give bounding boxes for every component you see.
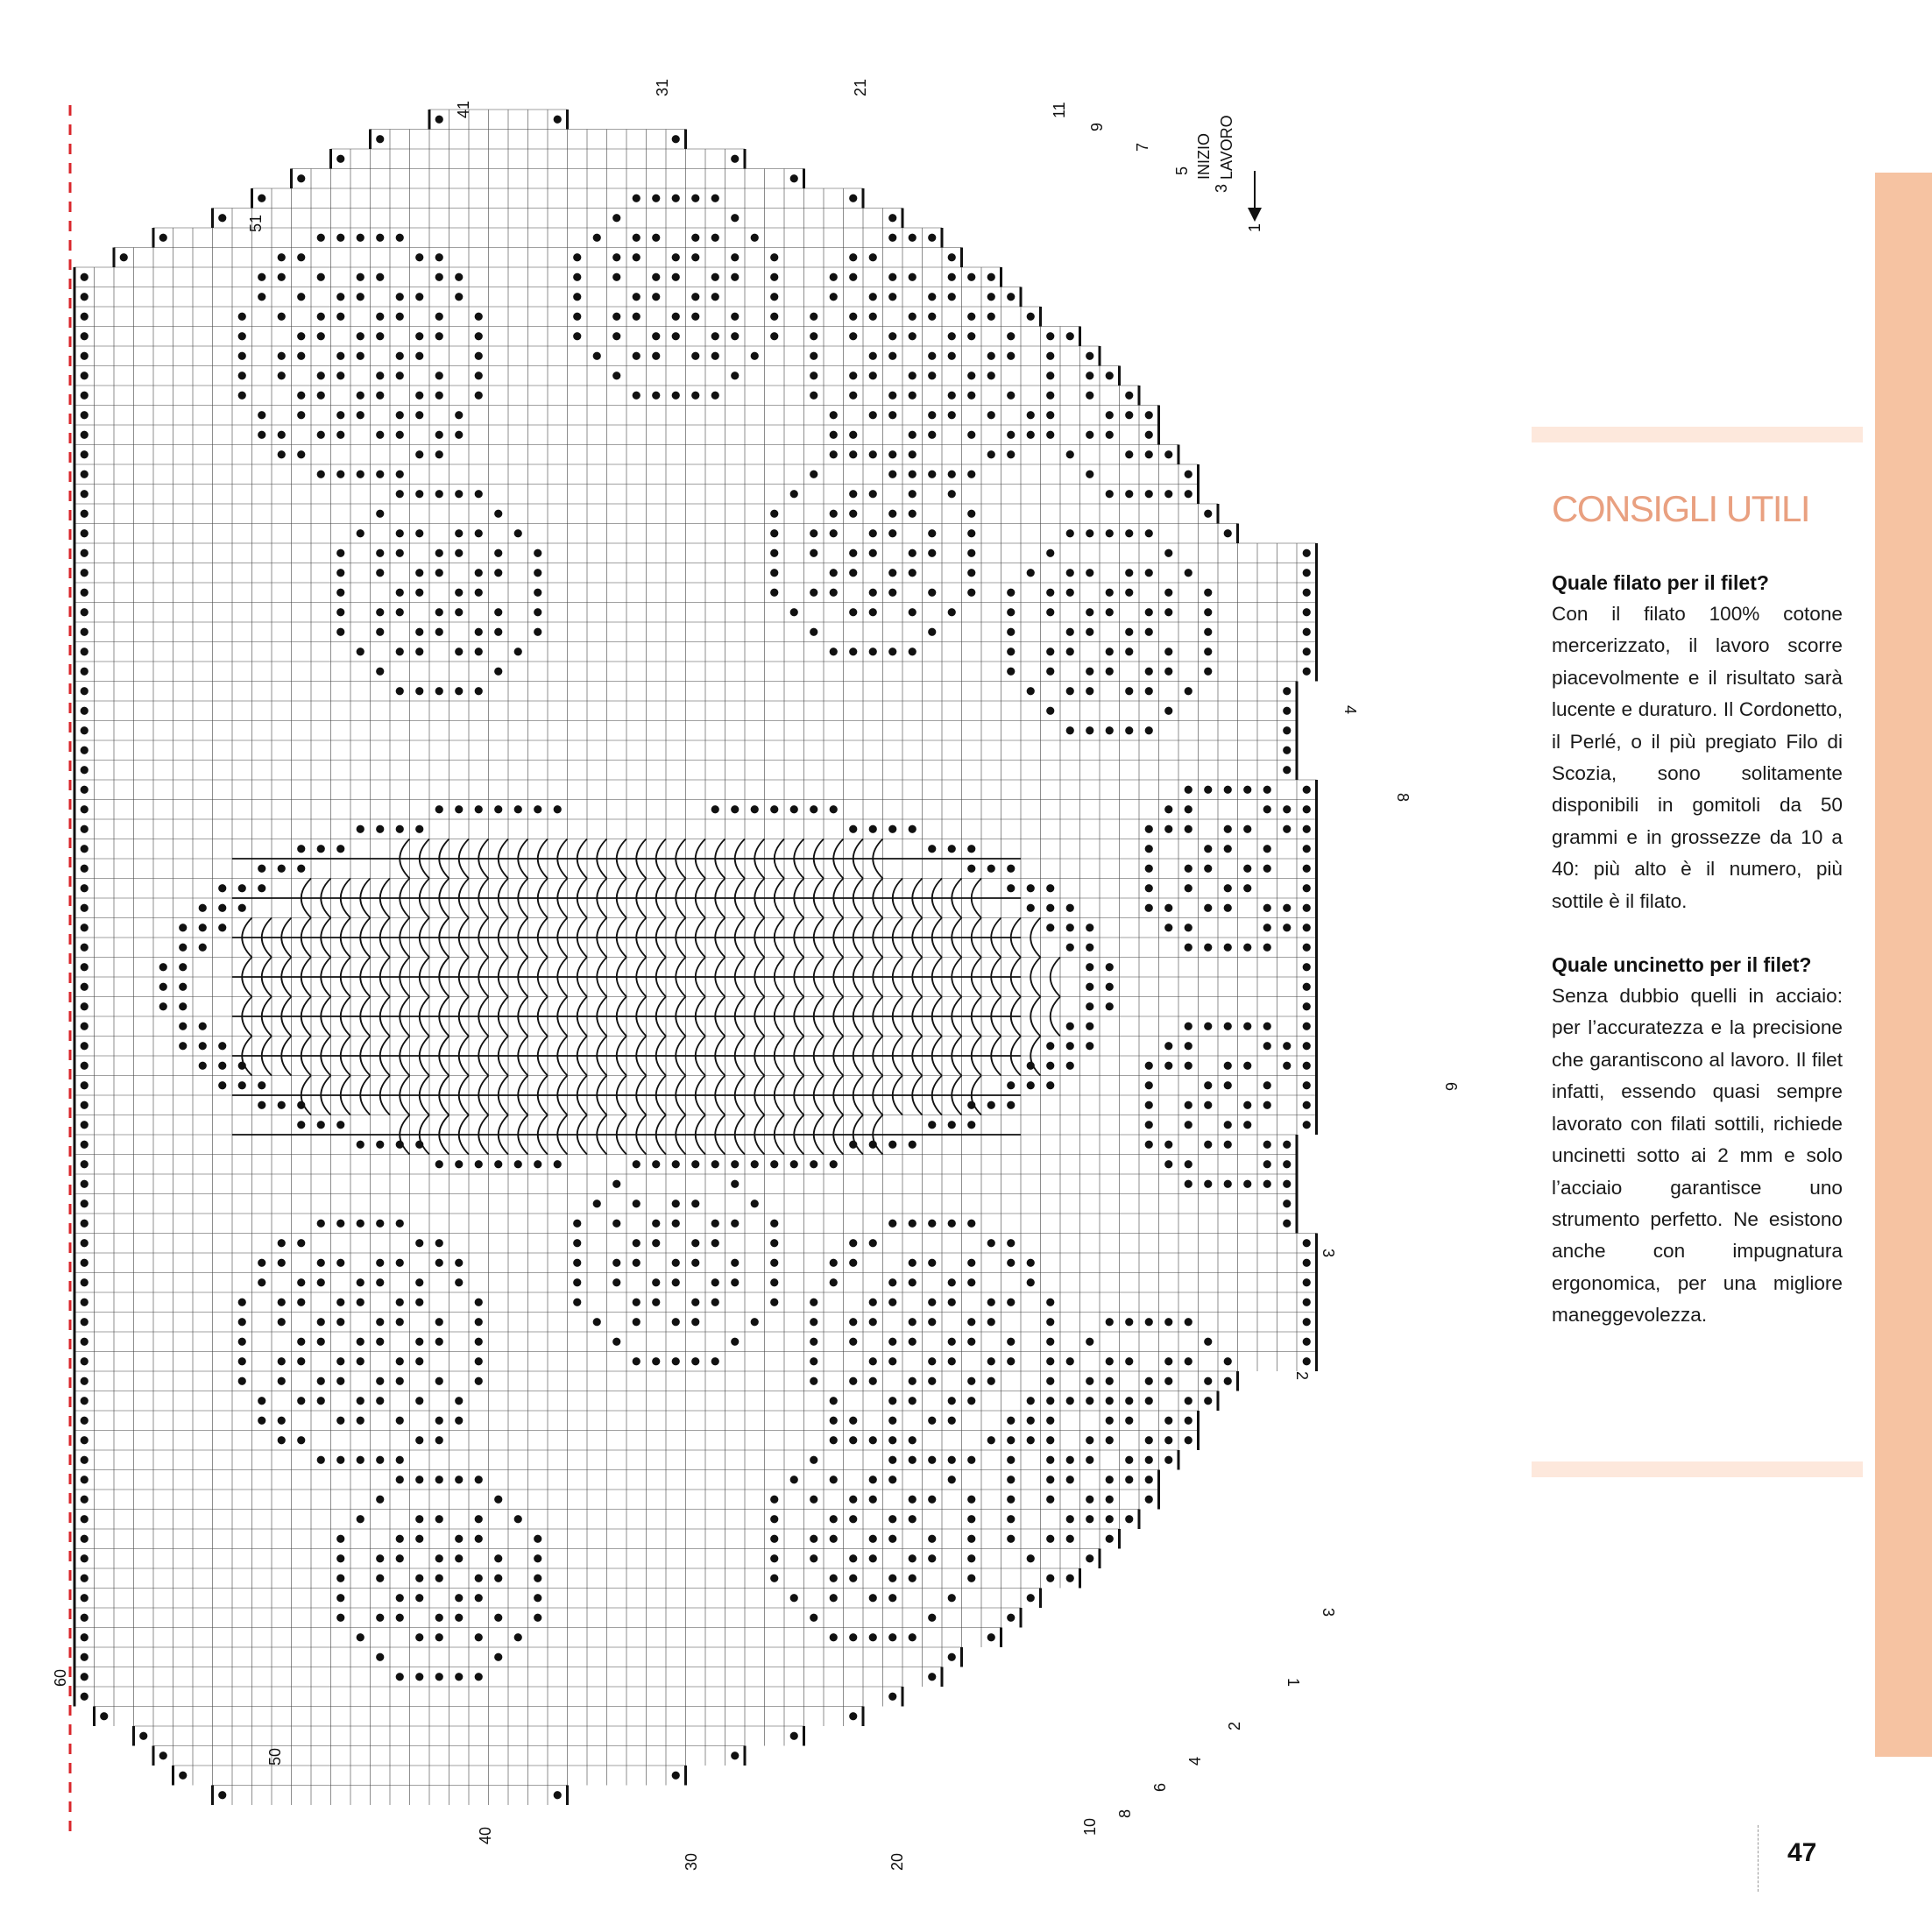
side-accent-tab: [1875, 173, 1932, 1757]
row-number-bottom: 20: [888, 1852, 906, 1871]
row-number-top: 3: [1213, 183, 1230, 193]
row-number-right: 2: [1293, 1371, 1311, 1381]
row-number-right: 1: [1284, 1678, 1302, 1688]
top-rule: [1532, 427, 1863, 442]
question-yarn: Quale filato per il filet?: [1552, 571, 1769, 594]
answer-hook: Senza dubbio quelli in acciaio: per l’accuratezza e la precisione che garantiscono al lavoro. Il filet infatti, essendo quasi sempre lavorato con filati sottili, richiede uncinetti sotto ai 2 mm e solo l’acciaio garantisce uno strumento perfetto. Ne esistono anche con impugnatura ergonomica, per una migliore maneggevolezza.: [1552, 985, 1843, 1327]
row-number-bottom: 30: [683, 1852, 700, 1871]
row-number-top: 51: [247, 214, 265, 232]
row-number-right: 3: [1320, 1249, 1337, 1258]
row-number-top: 1: [1246, 223, 1263, 232]
row-number-top: 31: [654, 78, 671, 96]
page-number: 47: [1787, 1838, 1817, 1867]
row-number-bottom: 50: [266, 1747, 284, 1766]
start-arrow-head: [1248, 208, 1262, 222]
row-number-bottom: 40: [477, 1826, 494, 1844]
page-divider: [1758, 1825, 1760, 1892]
start-label-line1: INIZIO: [1195, 133, 1213, 180]
grid-cells: [74, 110, 1317, 1805]
row-number-bottom: 8: [1116, 1808, 1134, 1818]
row-number-top: 41: [455, 100, 472, 118]
row-number-bottom: 4: [1186, 1756, 1204, 1766]
tips-box: [1552, 486, 1843, 1363]
row-number-right: 3: [1320, 1608, 1337, 1617]
row-number-bottom: 10: [1081, 1817, 1099, 1836]
bottom-rule: [1532, 1461, 1863, 1477]
row-number-top: 21: [852, 78, 869, 96]
row-number-top: 11: [1051, 102, 1068, 118]
answer-yarn: Con il filato 100% cotone mercerizzato, il lavoro scorre piacevolmente e il risultato sarà lucente e duraturo. Il Cordonetto, il Perlé, o il più pregiato Filo di Scozia, sono solitamente disponibili in gomitoli da 50 grammi e in grossezze da 10 a 40: più alto è il numero, più sottile è il filato.: [1552, 603, 1843, 912]
row-number-bottom: 60: [52, 1668, 69, 1687]
row-number-top: 9: [1088, 122, 1106, 131]
filet-chart: [52, 78, 1490, 1871]
row-number-bottom: 2: [1226, 1721, 1243, 1730]
row-number-bottom: 6: [1151, 1782, 1169, 1792]
row-number-right: 6: [1442, 1082, 1460, 1092]
tips-title: CONSIGLI UTILI: [1552, 488, 1810, 529]
filet-grid: [52, 78, 1490, 1871]
row-number-top: 5: [1173, 166, 1191, 175]
row-number-right: 4: [1341, 705, 1359, 715]
question-hook: Quale uncinetto per il filet?: [1552, 953, 1812, 977]
start-label-line2: LAVORO: [1218, 115, 1235, 180]
row-number-right: 8: [1394, 793, 1412, 803]
row-number-top: 7: [1134, 142, 1151, 152]
